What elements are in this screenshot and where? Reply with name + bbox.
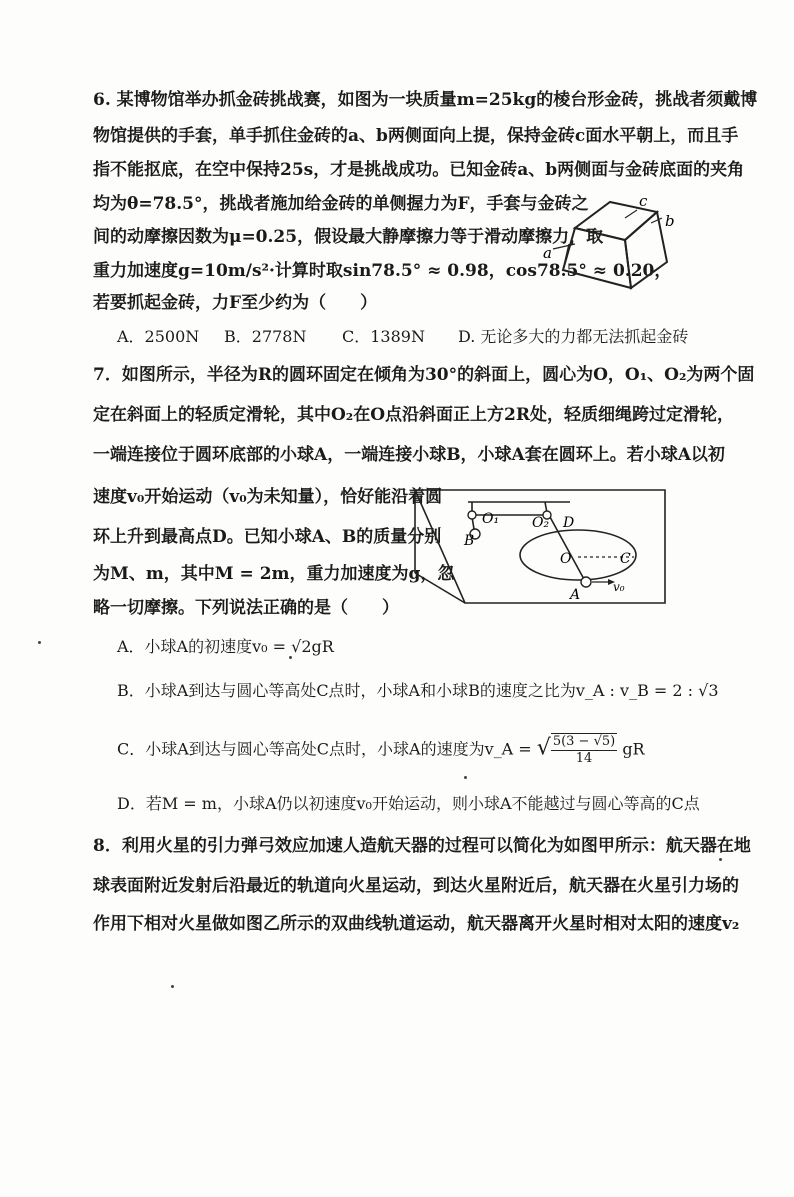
label-d: D xyxy=(563,515,575,531)
q7-line-2: 定在斜面上的轻质定滑轮，其中O₂在O点沿斜面正上方2R处，轻质细绳跨过定滑轮， xyxy=(93,405,735,425)
label-c: C xyxy=(620,551,631,567)
q6-option-d: D. 无论多大的力都无法抓起金砖 xyxy=(458,327,689,346)
q7-line-1: 7．如图所示，半径为R的圆环固定在倾角为30°的斜面上，圆心为O，O₁、O₂为两个固 xyxy=(93,365,755,385)
q8-line-1: 8．利用火星的引力弹弓效应加速人造航天器的过程可以简化为如图甲所示：航天器在地 xyxy=(93,836,751,856)
q6-line-1: 6. 某博物馆举办抓金砖挑战赛，如图为一块质量m=25kg的棱台形金砖，挑战者须戴博 xyxy=(93,90,758,110)
brick-label-b: b xyxy=(665,212,675,230)
q6-option-a: A．2500N xyxy=(117,327,200,346)
q7-option-c-suffix: gR xyxy=(622,739,645,759)
brick-label-a: a xyxy=(543,244,552,262)
q6-option-b: B．2778N xyxy=(224,327,307,346)
q7-option-c-prefix: C．小球A到达与圆心等高处C点时，小球A的速度为v_A = xyxy=(117,739,532,759)
q7-option-c-numerator: 5(3 − √5) xyxy=(552,734,616,749)
label-v0: v₀ xyxy=(613,580,625,594)
incline-ring-figure xyxy=(410,485,675,610)
q7-line-4: 速度v₀开始运动（v₀为未知量），恰好能沿着圆 xyxy=(93,487,443,507)
q8-line-3: 作用下相对火星做如图乙所示的双曲线轨道运动，航天器离开火星时相对太阳的速度v₂ xyxy=(93,914,740,934)
scan-speck xyxy=(171,985,174,988)
q6-line-6: 重力加速度g=10m/s²·计算时取sin78.5° ≈ 0.98，cos78.5° ≈ 0.20， xyxy=(93,261,672,281)
label-b: B xyxy=(464,533,475,549)
q7-option-c xyxy=(117,733,645,767)
q6-line-4: 均为θ=78.5°，挑战者施加给金砖的单侧握力为F，手套与金砖之 xyxy=(93,194,589,214)
q6-line-3: 指不能抠底，在空中保持25s，才是挑战成功。已知金砖a、b两侧面与金砖底面的夹角 xyxy=(93,160,745,180)
q7-option-c-denominator: 14 xyxy=(575,751,593,766)
label-o1: O₁ xyxy=(482,511,500,527)
q7-line-6: 为M、m，其中M = 2m，重力加速度为g，忽 xyxy=(93,564,455,584)
q8-line-2: 球表面附近发射后沿最近的轨道向火星运动，到达火星附近后，航天器在火星引力场的 xyxy=(93,876,739,896)
q6-line-5: 间的动摩擦因数为μ=0.25，假设最大静摩擦力等于滑动摩擦力，取 xyxy=(93,227,604,247)
q7-option-c-sqrt: √ $\frac{5(3 - √5)}{14}$ xyxy=(536,734,616,766)
q7-option-b: B．小球A到达与圆心等高处C点时，小球A和小球B的速度之比为v_A : v_B = 2 : √3 xyxy=(117,681,719,700)
q7-line-5: 环上升到最高点D。已知小球A、B的质量分别 xyxy=(93,527,442,547)
scan-speck xyxy=(289,656,292,659)
q6-line-7: 若要抓起金砖，力F至少约为（ ） xyxy=(93,293,378,313)
q7-line-3: 一端连接位于圆环底部的小球A，一端连接小球B，小球A套在圆环上。若小球A以初 xyxy=(93,445,725,465)
label-a: A xyxy=(570,587,581,603)
q6-option-c: C．1389N xyxy=(342,327,425,346)
q7-line-7: 略一切摩擦。下列说法正确的是（ ） xyxy=(93,598,399,618)
label-o2: O₂ xyxy=(532,515,550,531)
scan-speck xyxy=(38,641,41,644)
q7-option-a: A．小球A的初速度v₀ = √2gR xyxy=(117,637,334,656)
gold-brick-figure xyxy=(535,188,705,303)
q7-option-d: D．若M = m，小球A仍以初速度v₀开始运动，则小球A不能越过与圆心等高的C点 xyxy=(117,794,700,813)
label-o: O xyxy=(560,551,572,567)
brick-label-c: c xyxy=(639,192,648,210)
q6-line-2: 物馆提供的手套，单手抓住金砖的a、b两侧面向上提，保持金砖c面水平朝上，而且手 xyxy=(93,126,739,146)
scan-speck xyxy=(719,858,722,861)
scan-speck xyxy=(464,776,467,779)
